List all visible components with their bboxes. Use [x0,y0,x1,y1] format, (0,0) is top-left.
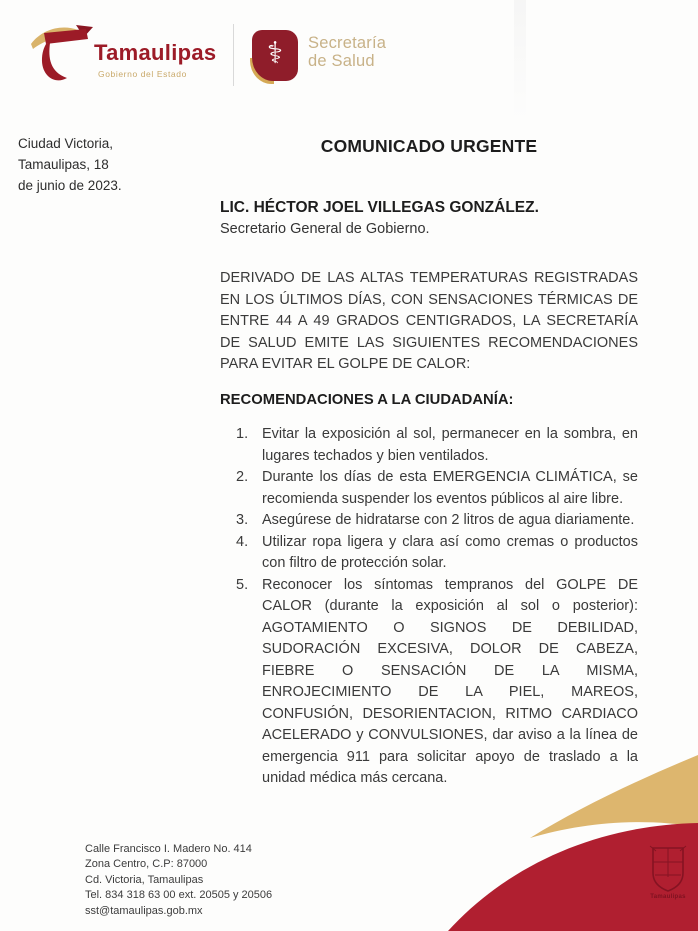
footer-address [85,842,272,919]
recommendation-item [220,467,638,510]
coat-of-arms-label: Tamaulipas [650,894,686,900]
footer-address-line: Tel. 834 318 63 00 ext. 20505 y 20506 [85,889,273,902]
tamaulipas-logo [28,16,233,100]
footer-address-line: Zona Centro, C.P: 87000 [85,858,208,871]
recommendation-text: Reconocer los síntomas tempranos del GOLPE DE CALOR (durante la exposición al sol o posterior): AGOTAMIENTO O SIGNOS DE DEBILIDAD, SUDORACIÓN EXCESIVA, DOLOR DE CABEZA, FIEBRE O SENSACIÓN DE LA MISMA, ENROJECIMIENTO DE LA PIEL, MAREOS, CONFUSIÓN, DESORIENTACION, RITMO CARDIACO ACELERADO y CONVULSIONES, dar aviso a la línea de emergencia 911 para solicitar apoyo de traslado a la unidad médica más cercana. [262,576,638,786]
dateline-text: Tamaulipas, 18 [18,157,109,172]
recommendations-heading: RECOMENDACIONES A LA CIUDADANÍA: [220,392,514,408]
dateline-text: Ciudad Victoria, [18,136,114,151]
recipient-block [220,199,539,237]
recommendation-number: 5. [236,576,249,593]
footer-address-line: Calle Francisco I. Madero No. 414 [85,843,252,855]
coat-of-arms-icon [649,845,687,893]
document-title: COMUNICADO URGENTE [320,136,538,156]
scan-artifact [514,0,526,120]
recommendation-text: Utilizar ropa ligera y clara así como cremas o productos con filtro de protección solar. [262,533,638,571]
recommendation-number: 1. [236,426,249,442]
tamaulipas-t-icon [28,20,96,92]
salud-logo [252,28,402,88]
salud-logo-tile [252,30,300,82]
recommendation-item [220,424,638,467]
ministry-name-line1: Secretaría [308,34,387,52]
coat-of-arms-emblem [642,845,694,900]
recommendation-item [220,532,638,575]
caduceus-icon [252,30,298,81]
recommendation-text: Evitar la exposición al sol, permanecer en la sombra, en lugares techados y bien ventilados. [262,426,638,464]
corner-decoration [440,735,698,931]
recommendation-text: Durante los días de esta EMERGENCIA CLIMÁTICA, se recomienda suspender los eventos públicos al aire libre. [262,469,638,507]
recommendation-number: 2. [236,469,249,485]
recipient-name: LIC. HÉCTOR JOEL VILLEGAS GONZÁLEZ. [220,199,539,216]
dateline [18,133,122,196]
dateline-text: de junio de 2023. [18,178,122,193]
state-logo-name: Tamaulipas [94,40,217,65]
recommendation-number: 4. [236,533,249,550]
ministry-name-line2: de Salud [308,51,375,70]
recommendation-text: Asegúrese de hidratarse con 2 litros de agua diariamente. [262,512,635,528]
recipient-role: Secretario General de Gobierno. [220,221,430,237]
footer-address-line: sst@tamaulipas.gob.mx [85,904,203,917]
logo-divider [233,24,234,86]
intro-paragraph: DERIVADO DE LAS ALTAS TEMPERATURAS REGISTRADAS EN LOS ÚLTIMOS DÍAS, CON SENSACIONES TÉRMICAS DE ENTRE 44 A 49 GRADOS CENTIGRADOS, LA SECRETARÍA DE SALUD EMITE LAS SIGUIENTES RECOMENDACIONES PARA EVITAR EL GOLPE DE CALOR: [220,270,638,372]
ministry-name [308,35,386,70]
recommendation-item [220,510,638,532]
state-logo-tagline: Gobierno del Estado [98,69,187,79]
recommendation-number: 3. [236,512,249,528]
footer-address-line: Cd. Victoria, Tamaulipas [85,873,204,886]
caduceus-glyph: ⚕ [266,37,284,70]
